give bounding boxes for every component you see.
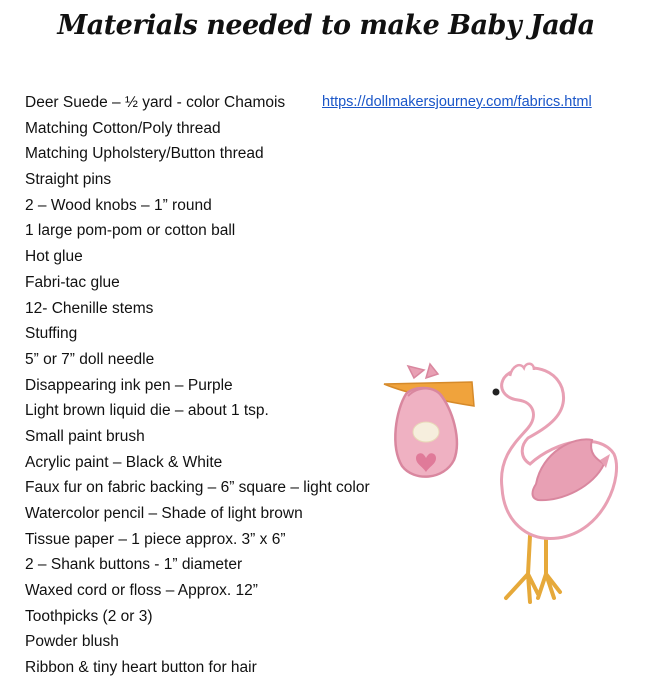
material-item: Watercolor pencil – Shade of light brown xyxy=(25,505,303,522)
page-title: Materials needed to make Baby Jada xyxy=(57,10,595,41)
material-item: Matching Cotton/Poly thread xyxy=(25,119,221,137)
material-item: Stuffing xyxy=(25,325,78,343)
material-item: Small paint brush xyxy=(25,427,145,445)
material-item: Toothpicks (2 or 3) xyxy=(25,607,153,625)
material-item: 2 – Shank buttons - 1” diameter xyxy=(25,556,243,574)
material-item: 2 – Wood knobs – 1” round xyxy=(25,196,212,214)
material-item: Fabri-tac glue xyxy=(25,273,120,291)
material-item: 5” or 7” doll needle xyxy=(25,350,155,368)
material-item: Waxed cord or floss – Approx. 12” xyxy=(25,582,258,600)
material-item: Straight pins xyxy=(25,171,112,189)
stork-eye xyxy=(493,389,500,396)
stork-legs xyxy=(506,536,560,602)
material-item: Acrylic paint – Black & White xyxy=(25,453,223,471)
material-item: Powder blush xyxy=(25,633,119,651)
material-item: Disappearing ink pen – Purple xyxy=(25,376,233,394)
baby-face xyxy=(413,422,439,442)
material-item: 1 large pom-pom or cotton ball xyxy=(25,222,236,240)
material-item: Light brown liquid die – about 1 tsp. xyxy=(25,402,269,420)
material-item: Ribbon & tiny heart button for hair xyxy=(25,659,257,677)
stork-illustration xyxy=(378,336,622,616)
material-item: Hot glue xyxy=(25,248,83,266)
material-item: Matching Upholstery/Button thread xyxy=(25,145,264,163)
material-item: Tissue paper – 1 piece approx. 3” x 6” xyxy=(25,530,286,548)
material-item: Deer Suede – ½ yard - color Chamois xyxy=(25,94,286,111)
fabric-link[interactable]: https://dollmakersjourney.com/fabrics.html xyxy=(322,94,592,110)
material-item: Faux fur on fabric backing – 6” square – light color xyxy=(25,479,370,497)
material-item: 12- Chenille stems xyxy=(25,299,154,317)
materials-list xyxy=(25,93,370,684)
bundle-knot xyxy=(408,364,438,378)
